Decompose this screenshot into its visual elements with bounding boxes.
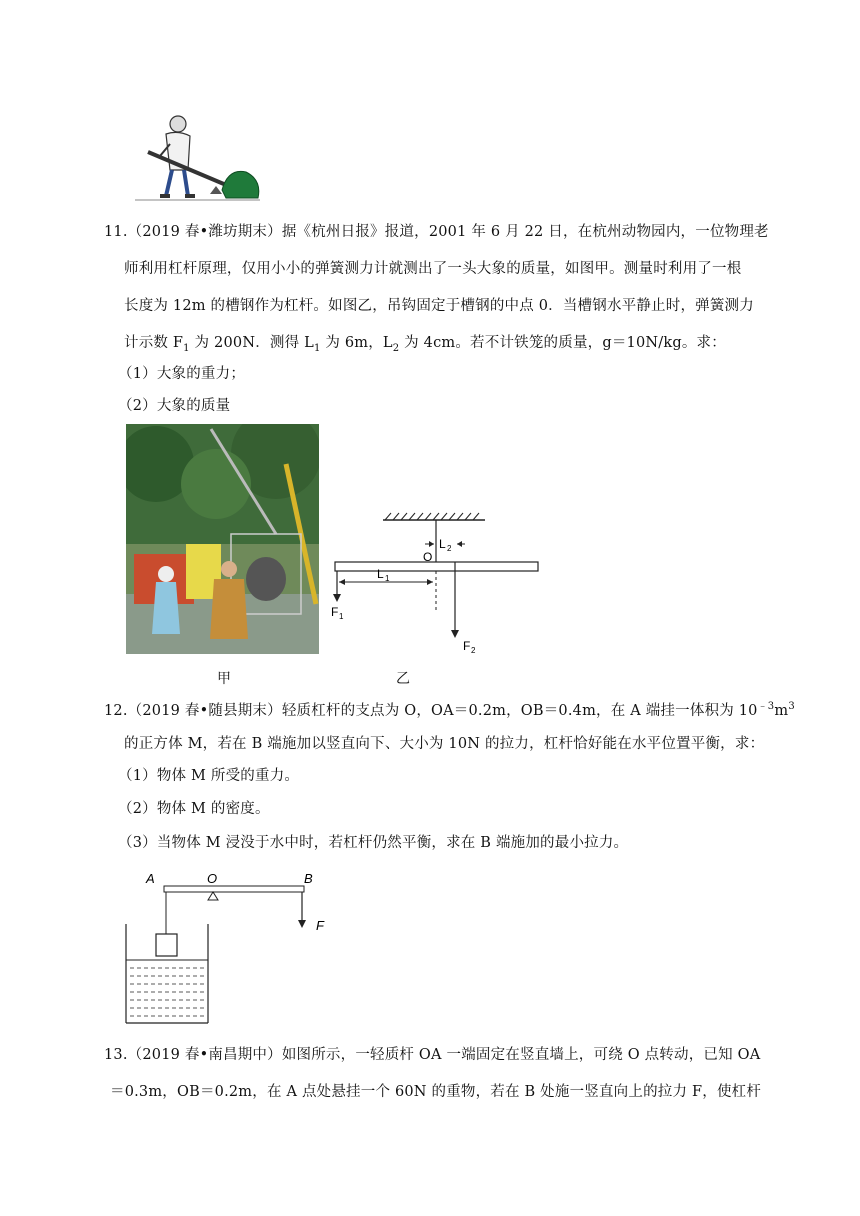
l2-label: L <box>439 537 446 551</box>
q12-line-2: 的正方体 M，若在 B 端施加以竖直向下、大小为 10N 的拉力，杠杆恰好能在水平位置平衡，求： <box>124 736 765 752</box>
point-o-label: O <box>207 871 218 886</box>
q11-line-1: 11.（2019 春•潍坊期末）据《杭州日报》报道，2001 年 6 月 22 日，在杭州动物园内，一位物理老 <box>104 224 769 240</box>
l1-label: L <box>377 567 384 581</box>
f2-subscript: 2 <box>471 646 476 655</box>
q12-sub-question-3: （3）当物体 M 浸没于水中时，若杠杆仍然平衡，求在 B 端施加的最小拉力。 <box>118 835 629 851</box>
lever-water-diagram <box>120 868 350 1028</box>
q11-line-3: 长度为 12m 的槽钢作为杠杆。如图乙，吊钩固定于槽钢的中点 0．当槽钢水平静止时，弹簧测力 <box>124 298 754 314</box>
q11-sub-question-1: （1）大象的重力； <box>118 366 246 382</box>
q11-sub-question-2: （2）大象的质量 <box>118 398 231 414</box>
f1-label: F <box>331 605 339 619</box>
lever-worker-illustration <box>130 110 270 205</box>
force-f-label: F <box>316 918 324 933</box>
q13-line-2: ＝0.3m，OB＝0.2m，在 A 点处悬挂一个 60N 的重物，若在 B 处施一竖直向上的拉力 F，使杠杆 <box>110 1084 762 1100</box>
figure-label-jia: 甲 <box>217 671 231 687</box>
f2-label: F <box>463 639 471 653</box>
l2-subscript: 2 <box>447 544 452 553</box>
q13-line-1: 13.（2019 春•南昌期中）如图所示，一轻质杆 OA 一端固定在竖直墙上，可绕 O 点转动，已知 OA <box>104 1047 761 1063</box>
q11-line-4: 计示数 $F_1$ 为 200N．测得 $L_1$ 为 6m，$L_2$ 为 4cm。若不计铁笼的质量，g＝10N/kg。求： <box>124 335 726 354</box>
lever-diagram-yi <box>325 510 545 655</box>
l1-subscript: 1 <box>385 574 390 583</box>
pivot-o-label: O <box>423 550 433 564</box>
figure-label-yi: 乙 <box>396 671 410 687</box>
point-a-label: A <box>146 871 155 886</box>
elephant-weighing-photo <box>126 424 319 654</box>
point-b-label: B <box>304 871 313 886</box>
q12-line-1: 12.（2019 春•随县期末）轻质杠杆的支点为 O，OA＝0.2m，OB＝0.4m，在 A 端挂一体积为 $10^{﹣3}m^3$ <box>104 701 795 719</box>
f1-subscript: 1 <box>339 612 344 621</box>
q12-sub-question-2: （2）物体 M 的密度。 <box>118 801 270 817</box>
q11-line-2: 师利用杠杆原理，仅用小小的弹簧测力计就测出了一头大象的质量，如图甲。测量时利用了一根 <box>124 261 742 277</box>
q12-sub-question-1: （1）物体 M 所受的重力。 <box>118 768 300 784</box>
